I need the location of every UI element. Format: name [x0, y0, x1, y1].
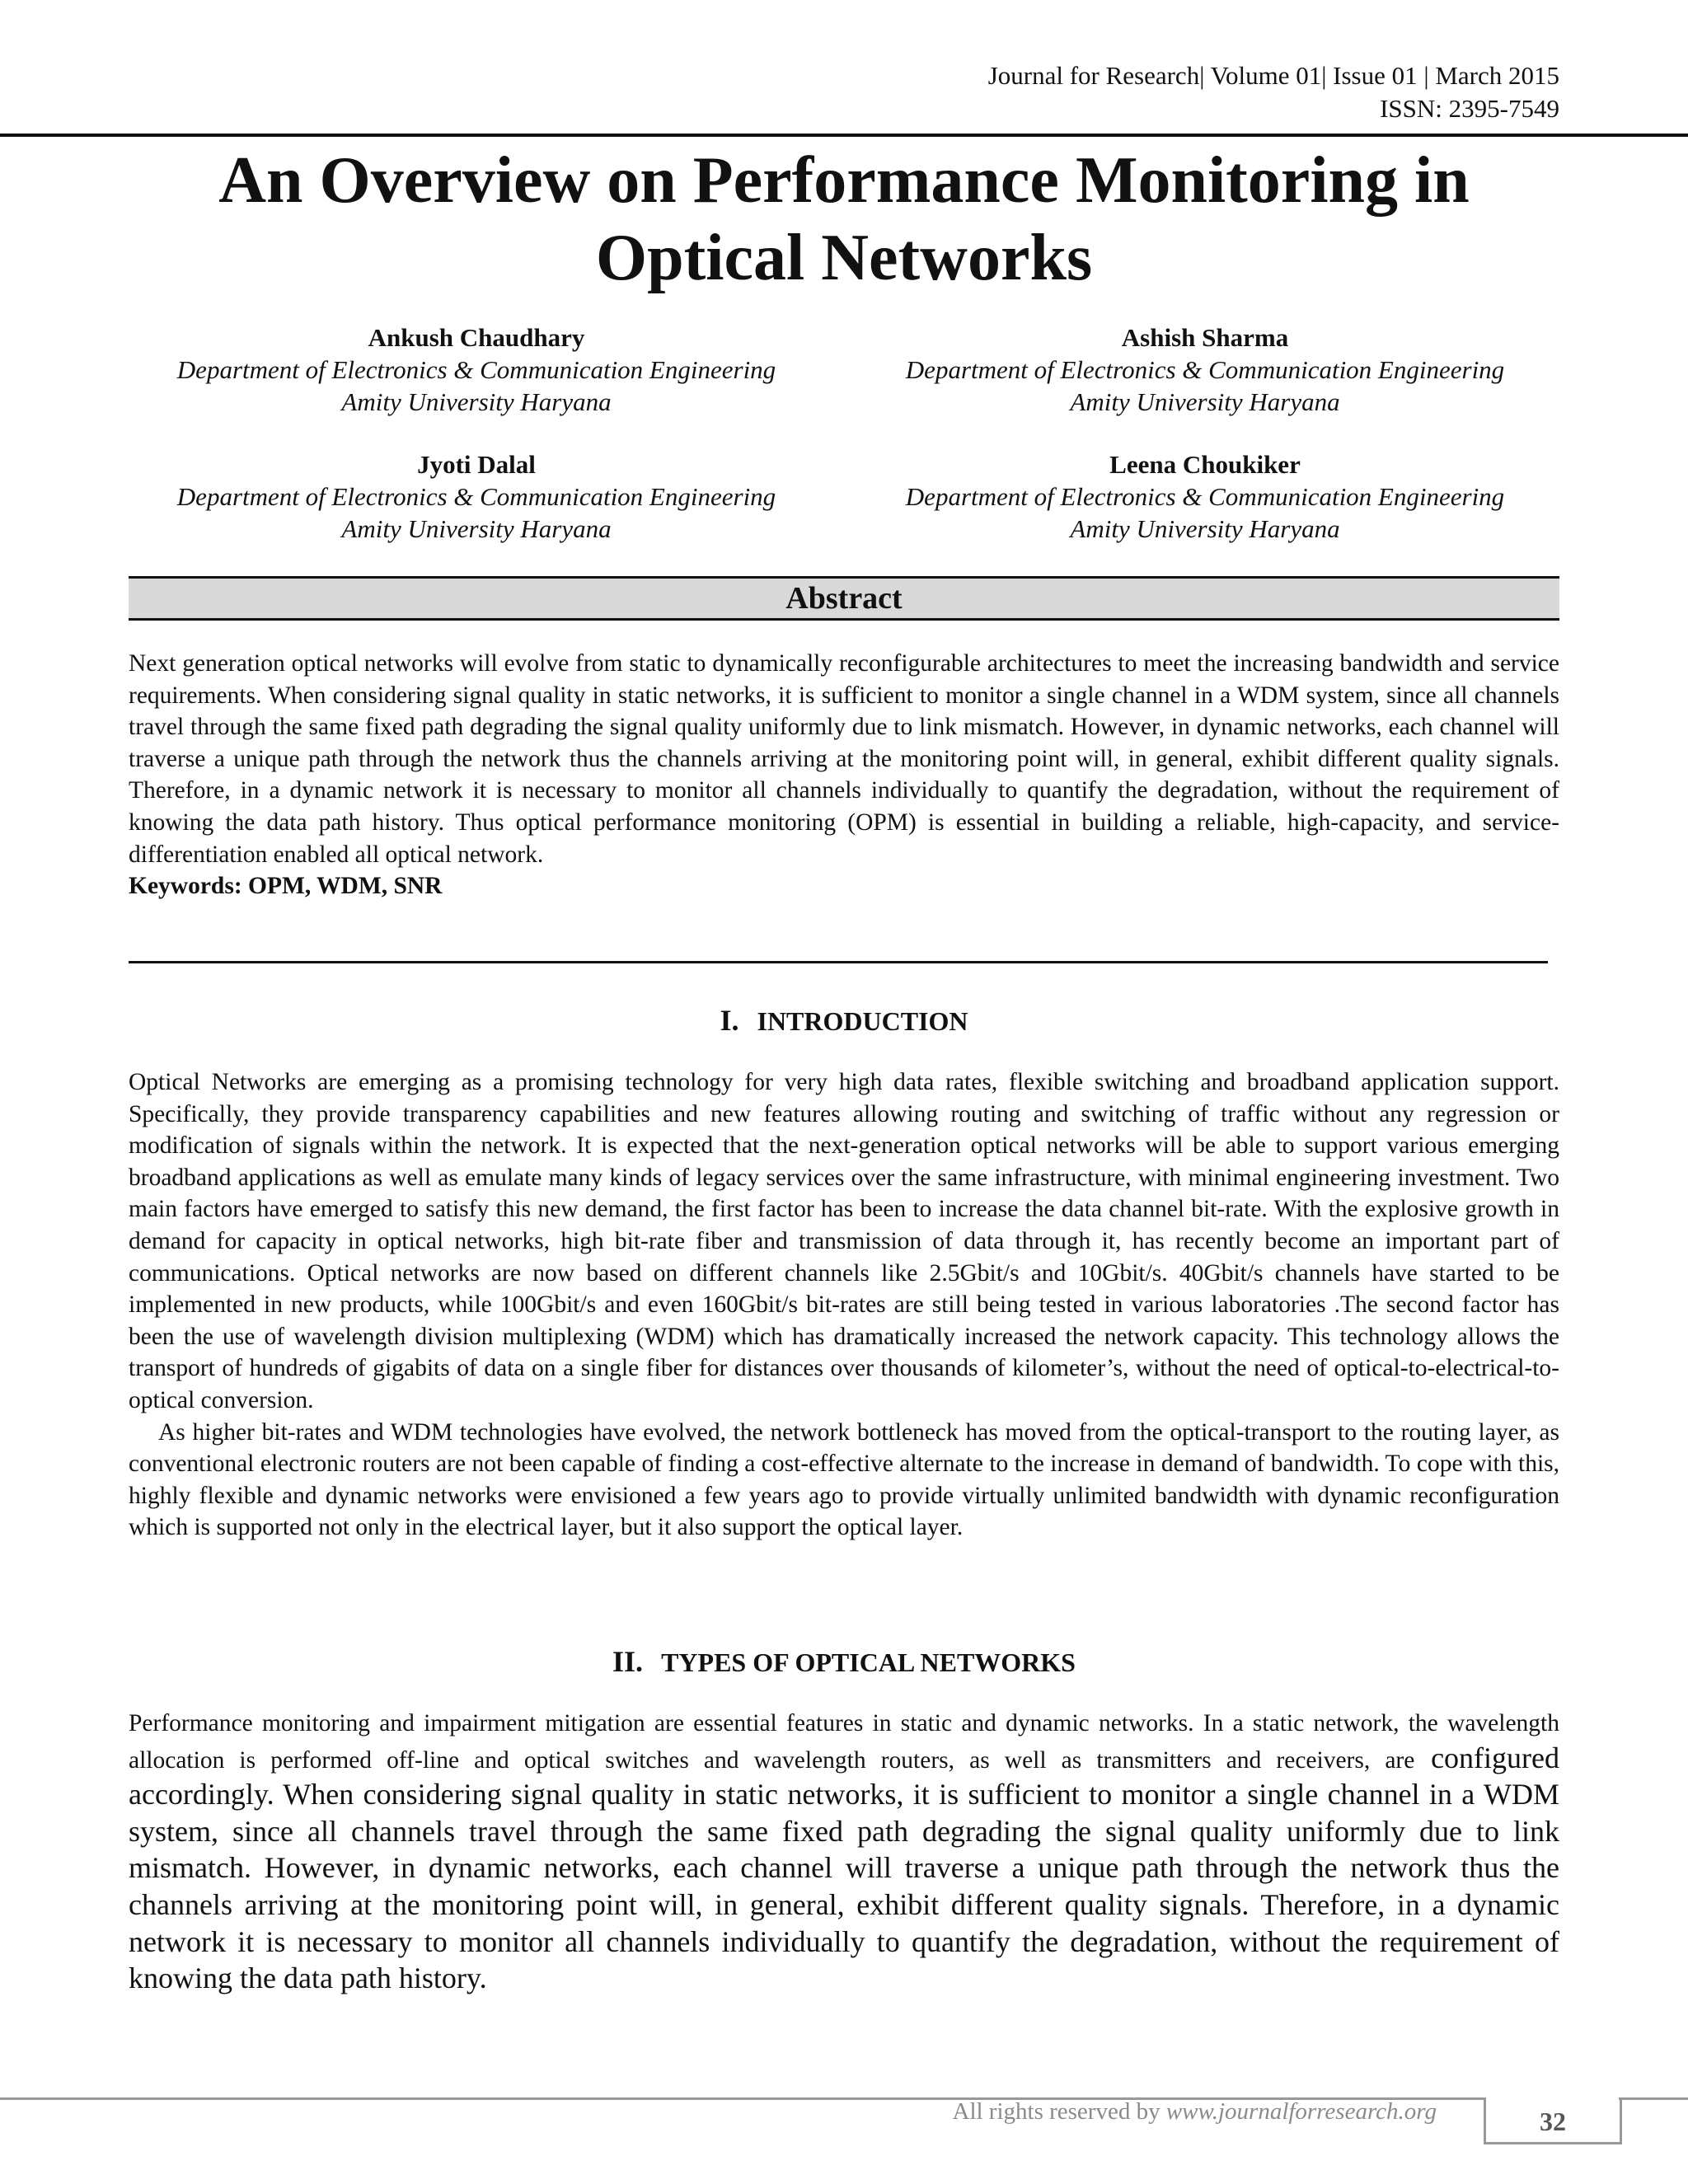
author-name: Leena Choukiker	[1109, 450, 1301, 479]
author-univ: Amity University Haryana	[341, 387, 612, 416]
journal-info: Journal for Research| Volume 01| Issue 01 | March 2015	[987, 61, 1559, 90]
section-title-rest: NTRODUCTION	[767, 1006, 968, 1036]
introduction-body	[129, 1066, 1559, 1544]
author-block-4	[851, 448, 1559, 545]
author-block-3	[122, 448, 831, 545]
intro-paragraph-2: As higher bit-rates and WDM technologies have evolved, the network bottleneck has moved from the optical-transport to the routing layer, as conventional electronic routers are not been capable of finding a cost-effective alternate to the increase in demand of bandwidth. To cope with this, highly flexible and dynamic networks were envisioned a few years ago to provide virtually unlimited bandwidth with dynamic reconfiguration which is supported not only in the electrical layer, but it also support the optical layer.	[129, 1418, 1559, 1541]
abstract-body	[129, 648, 1559, 902]
author-univ: Amity University Haryana	[1070, 514, 1340, 543]
header-rule	[0, 134, 1688, 137]
types-text-small: Performance monitoring and impairment mitigation are essential features in static and dynamic networks. In a static network, the wavelength allocation is performed off-line and optical switches and wavelength routers, as well as transmitters and receivers, are	[129, 1710, 1559, 1774]
abstract-text: Next generation optical networks will evolve from static to dynamically reconfigurable architectures to meet the increasing bandwidth and service requirements. When considering signal quality in static networks, it is sufficient to monitor a single channel in a WDM system, since all channels travel through the same fixed path degrading the signal quality uniformly due to link mismatch. However, in dynamic networks, each channel will traverse a unique path through the network thus the channels arriving at the monitoring point will, in general, exhibit different quality signals. Therefore, in a dynamic network it is necessary to monitor all channels individually to quantify the degradation, without the requirement of knowing the data path history. Thus optical performance monitoring (OPM) is essential in building a reliable, high-capacity, and service-differentiation enabled all optical network.	[129, 650, 1559, 868]
section-first-letter: T	[661, 1647, 679, 1677]
types-body	[129, 1708, 1559, 1997]
section-first-letter: I	[757, 1006, 767, 1036]
footer-rule-right	[1619, 2097, 1688, 2100]
author-dept: Department of Electronics & Communication Engineering	[176, 355, 776, 384]
author-name: Ankush Chaudhary	[368, 323, 585, 352]
title-line-1: An Overview on Performance Monitoring in	[218, 144, 1470, 217]
title-line-2: Optical Networks	[595, 222, 1093, 294]
section-heading-types	[0, 1645, 1688, 1679]
section-number: II.	[612, 1645, 644, 1678]
footer-rights	[953, 2098, 1437, 2125]
types-paragraph-1	[129, 1708, 1559, 1997]
author-univ: Amity University Haryana	[1070, 387, 1340, 416]
section-title-rest: YPES OF OPTICAL NETWORKS	[678, 1647, 1076, 1677]
author-block-1	[122, 321, 831, 418]
page-number: 32	[1484, 2097, 1622, 2144]
author-dept: Department of Electronics & Communication Engineering	[905, 482, 1505, 511]
keywords: Keywords: OPM, WDM, SNR	[129, 873, 443, 900]
journal-header	[988, 59, 1559, 125]
footer-site-link[interactable]: www.journalforresearch.org	[1165, 2098, 1437, 2125]
section-heading-introduction	[0, 1004, 1688, 1038]
author-univ: Amity University Haryana	[341, 514, 612, 543]
keywords-rule	[129, 961, 1548, 963]
author-name: Jyoti Dalal	[417, 450, 536, 479]
abstract-heading: Abstract	[129, 576, 1559, 621]
intro-paragraph-1: Optical Networks are emerging as a promising technology for very high data rates, flexible switching and broadband application support. Specifically, they provide transparency capabilities and new features allowing routing and switching of traffic without any regression or modification of signals within the network. It is expected that the next-generation optical networks will be able to support various emerging broadband applications as well as emulate many kinds of legacy services over the same infrastructure, with minimal engineering investment. Two main factors have emerged to satisfy this new demand, the first factor has been to increase the data channel bit-rate. With the explosive growth in demand for capacity in optical networks, high bit-rate fiber and transmission of data through it, has recently become an important part of communications. Optical networks are now based on different channels like 2.5Gbit/s and 10Gbit/s. 40Gbit/s channels have started to be implemented in new products, while 100Gbit/s and even 160Gbit/s bit-rates are still being tested in various laboratories .The second factor has been the use of wavelength division multiplexing (WDM) which has dramatically increased the network capacity. This technology allows the transport of hundreds of gigabits of data on a single fiber for distances over thousands of kilometer’s, without the need of optical-to-electrical-to-optical conversion.	[129, 1069, 1559, 1413]
paper-title	[0, 142, 1688, 297]
author-name: Ashish Sharma	[1121, 323, 1289, 352]
author-dept: Department of Electronics & Communication Engineering	[905, 355, 1505, 384]
author-block-2	[851, 321, 1559, 418]
footer-rights-text: All rights reserved by	[952, 2098, 1166, 2125]
types-text-large: configured accordingly. When considering signal quality in static networks, it is sufficient to monitor a single channel in a WDM system, since all channels travel through the same fixed path degrading the signal quality uniformly due to link mismatch. However, in dynamic networks, each channel will traverse a unique path through the network thus the channels arriving at the monitoring point will, in general, exhibit different quality signals. Therefore, in a dynamic network it is necessary to monitor all channels individually to quantify the degradation, without the requirement of knowing the data path history.	[129, 1741, 1560, 1995]
issn: ISSN: 2395-7549	[1380, 94, 1559, 123]
section-number: I.	[720, 1004, 739, 1037]
author-dept: Department of Electronics & Communication Engineering	[176, 482, 776, 511]
